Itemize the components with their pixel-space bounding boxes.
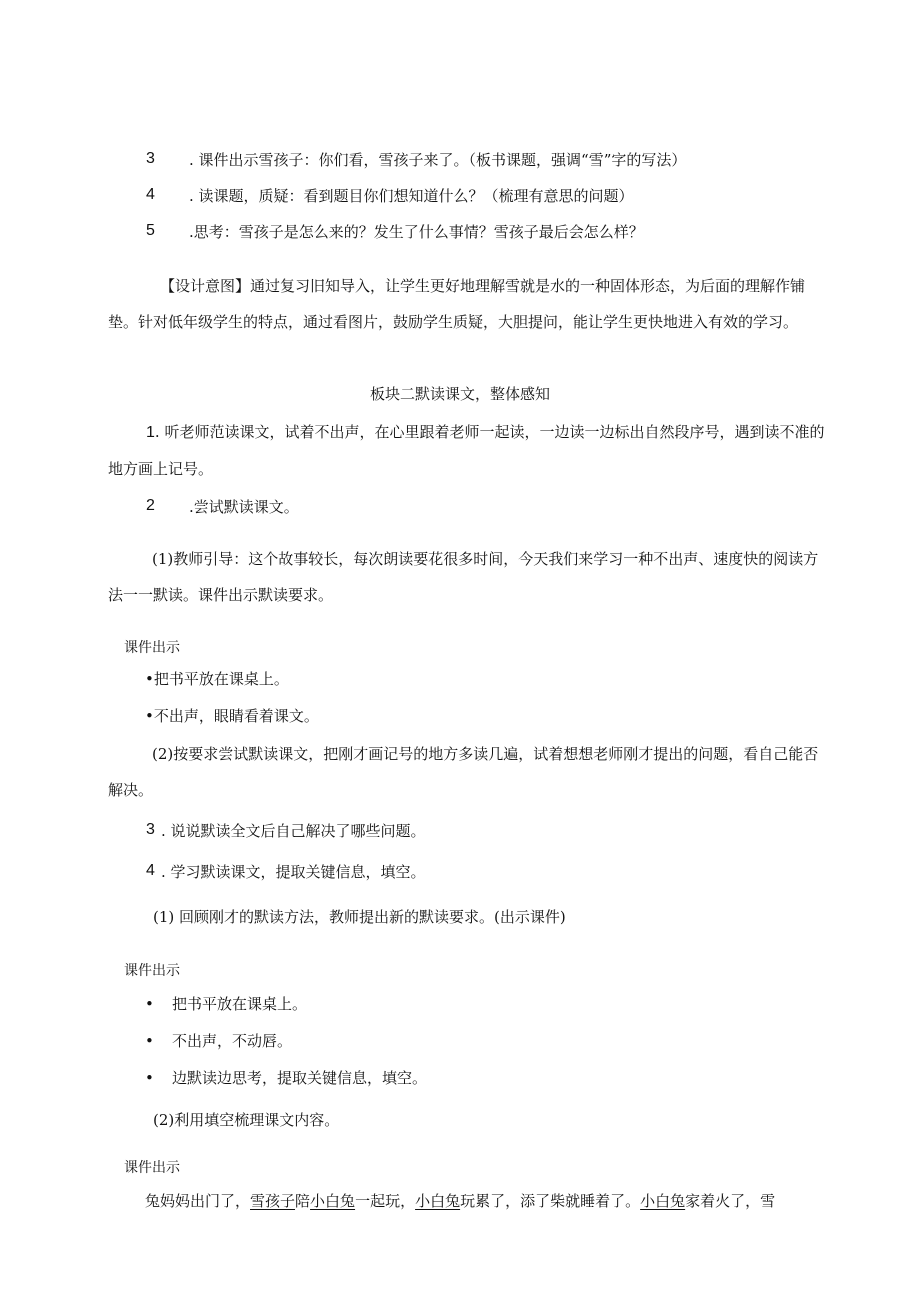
- courseware-label: 课件出示: [124, 1160, 180, 1176]
- step-text: . 说说默读全文后自己解决了哪些问题。: [161, 822, 426, 840]
- step-text: .尝试默读课文。: [189, 498, 299, 516]
- sentence-text: 兔妈妈出门了，: [145, 1192, 251, 1210]
- blank-answer: 小白兔: [415, 1192, 461, 1210]
- bullet-icon: •: [145, 995, 154, 1013]
- step-number: 3: [146, 821, 155, 838]
- step-number: 2: [146, 497, 155, 514]
- item-number: 4: [146, 186, 155, 203]
- blank-answer: 小白兔: [310, 1192, 356, 1210]
- courseware-bullet-item: 把书平放在课桌上。: [172, 995, 308, 1013]
- courseware-bullet-item: •不出声，眼睛看着课文。: [145, 707, 319, 725]
- design-intent-paragraph: 【设计意图】通过复习旧知导入，让学生更好地理解雪就是水的一种固体形态，为后面的理解作铺垫。针对低年级学生的特点，通过看图片，鼓励学生质疑，大胆提问，能让学生更快地进入有效的学习。: [108, 277, 806, 331]
- step-1-paragraph: [108, 414, 833, 487]
- sentence-text: 陪: [295, 1192, 311, 1210]
- sentence-text: 玩累了，添了柴就睡着了。: [460, 1192, 641, 1210]
- sentence-text: 一起玩，: [355, 1192, 416, 1210]
- step-text: . 学习默读课文，提取关键信息，填空。: [161, 863, 426, 881]
- courseware-bullet-item: 边默读边思考，提取关键信息，填空。: [172, 1069, 428, 1087]
- bullet-icon: •: [145, 1032, 154, 1050]
- sentence-text: 家着火了，雪: [685, 1192, 776, 1210]
- item-number: 5: [146, 222, 155, 239]
- step-2-2-paragraph: (2)按要求尝试默读课文，把刚才画记号的地方多读几遍，试着想想老师刚才提出的问题，看自己能否解决。: [108, 745, 819, 799]
- item-text: .思考：雪孩子是怎么来的？发生了什么事情？雪孩子最后会怎么样？: [189, 223, 644, 241]
- step-4-1-text: (1) 回顾刚才的默读方法，教师提出新的默读要求。(出示课件): [153, 908, 566, 926]
- step-number: 1: [146, 424, 155, 441]
- bullet-icon: •: [145, 1069, 154, 1087]
- item-text: . 读课题，质疑：看到题目你们想知道什么？（梳理有意思的问题）: [189, 187, 634, 205]
- item-text: . 课件出示雪孩子：你们看，雪孩子来了。（板书课题，强调“雪”字的写法）: [189, 151, 687, 169]
- item-number: 3: [146, 150, 155, 167]
- section-title: 板块二默读课文，整体感知: [369, 385, 550, 403]
- courseware-label: 课件出示: [124, 640, 180, 656]
- courseware-label: 课件出示: [124, 963, 180, 979]
- step-4-2-text: (2)利用填空梳理课文内容。: [153, 1111, 340, 1129]
- fill-in-sentence: [145, 1191, 775, 1211]
- blank-answer: 雪孩子: [250, 1192, 296, 1210]
- courseware-bullet-item: •把书平放在课桌上。: [145, 670, 289, 688]
- step-text: . 听老师范读课文，试着不出声，在心里跟着老师一起读，一边读一边标出自然段序号，遇到读不准的地方画上记号。: [108, 423, 825, 478]
- step-number: 4: [146, 862, 155, 879]
- blank-answer: 小白兔: [640, 1192, 686, 1210]
- step-2-1-paragraph: (1)教师引导：这个故事较长，每次朗读要花很多时间，今天我们来学习一种不出声、速度快的阅读方法一一默读。课件出示默读要求。: [108, 550, 819, 604]
- courseware-bullet-item: 不出声，不动唇。: [172, 1032, 293, 1050]
